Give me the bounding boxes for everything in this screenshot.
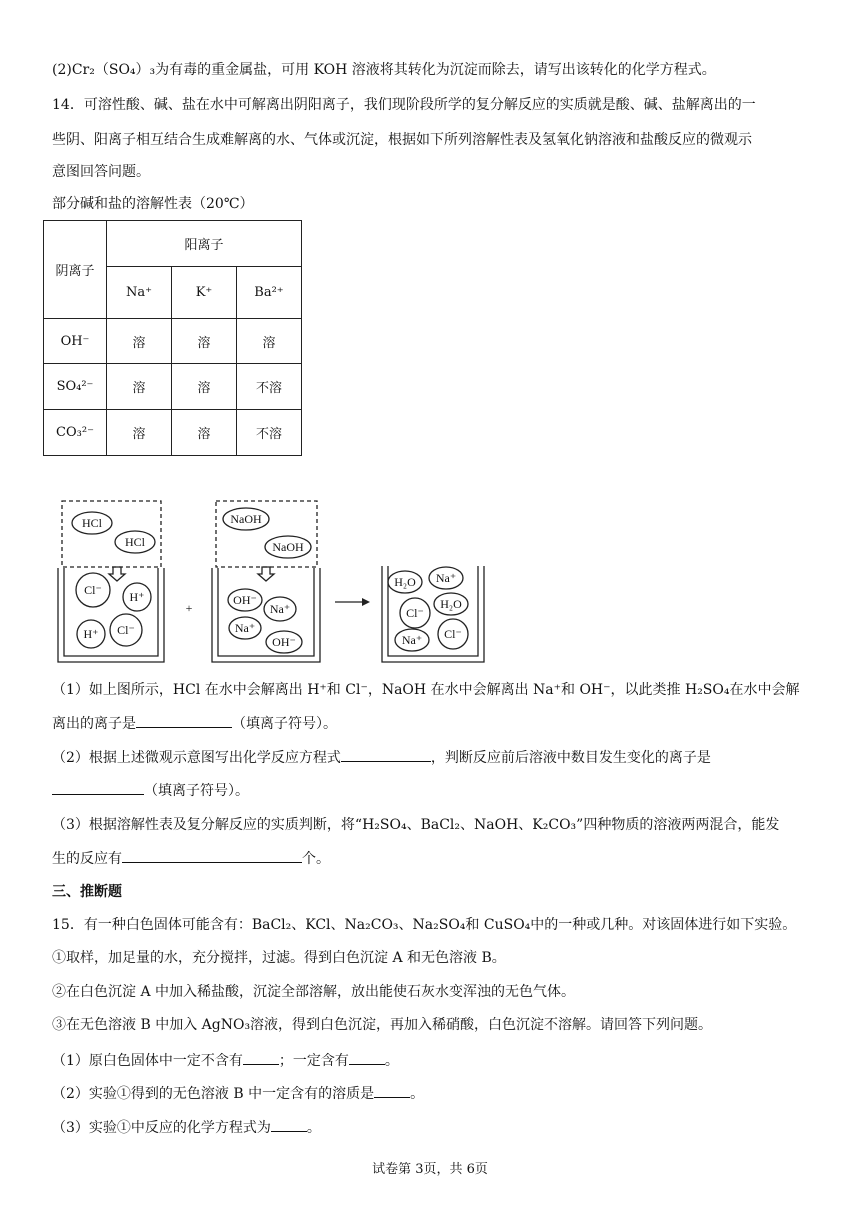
table-cell: 溶 [172, 319, 237, 364]
hcl-label: HCl [81, 516, 103, 530]
anion-so4: SO₄²⁻ [44, 364, 107, 410]
ion-label: Cl⁻ [444, 627, 462, 641]
reaction-diagram [0, 490, 860, 670]
q14-part1-line1: （1）如上图所示，HCl 在水中会解离出 H⁺和 Cl⁻，NaOH 在水中会解离出 Na⁺和 OH⁻，以此类推 H₂SO₄在水中会解 [52, 682, 800, 698]
anion-oh: OH⁻ [44, 319, 107, 364]
ion-label: Cl⁻ [117, 623, 135, 637]
q14-part3-line1: （3）根据溶解性表及复分解反应的实质判断，将“H₂SO₄、BaCl₂、NaOH、K₂CO₃”四种物质的溶液两两混合，能发 [52, 817, 780, 833]
answer-blank[interactable] [374, 1083, 410, 1098]
table-cell: 溶 [107, 410, 172, 456]
naoh-label: NaOH [230, 512, 262, 526]
hcl-label: HCl [124, 535, 146, 549]
q15-intro: 15．有一种白色固体可能含有：BaCl₂、KCl、Na₂CO₃、Na₂SO₄和 CuSO₄中的一种或几种。对该固体进行如下实验。 [52, 917, 797, 933]
cation-ba: Ba²⁺ [237, 267, 302, 319]
q14-intro-1: 14．可溶性酸、碱、盐在水中可解离出阴阳离子，我们现阶段所学的复分解反应的实质就是酸、碱、盐解离出的一 [52, 97, 756, 113]
anion-header: 阴离子 [44, 221, 107, 319]
ion-label: H₂O [394, 575, 416, 589]
ion-label: H⁺ [83, 627, 99, 641]
beaker-1 [58, 568, 164, 662]
cation-header: 阳离子 [107, 221, 302, 267]
answer-blank[interactable] [136, 713, 232, 728]
ion-label: Na⁺ [269, 602, 291, 616]
q15-step1: ①取样，加足量的水，充分搅拌，过滤。得到白色沉淀 A 和无色溶液 B。 [52, 950, 506, 966]
table-caption: 部分碱和盐的溶解性表（20℃） [52, 196, 254, 212]
table-cell: 不溶 [237, 364, 302, 410]
hcl-box [62, 501, 161, 567]
table-cell: 不溶 [237, 410, 302, 456]
answer-blank[interactable] [122, 848, 302, 863]
section-title: 三、推断题 [52, 884, 122, 900]
solubility-table [43, 220, 302, 456]
ion-label: Na⁺ [401, 633, 423, 647]
q13-part2: (2)Cr₂（SO₄）₃为有毒的重金属盐，可用 KOH 溶液将其转化为沉淀而除去，请写出该转化的化学方程式。 [52, 62, 716, 78]
ion-label: Cl⁻ [406, 606, 424, 620]
answer-blank[interactable] [271, 1117, 307, 1132]
table-cell: 溶 [237, 319, 302, 364]
q14-intro-3: 意图回答问题。 [52, 164, 150, 180]
q14-part2-line1: （2）根据上述微观示意图写出化学反应方程式 ，判断反应前后溶液中数目发生变化的离子是 [52, 747, 711, 768]
table-cell: 溶 [107, 364, 172, 410]
page-footer: 试卷第 3页，共 6页 [372, 1162, 488, 1177]
answer-blank[interactable] [52, 780, 144, 795]
cation-k: K⁺ [172, 267, 237, 319]
q15-part3: （3）实验①中反应的化学方程式为 。 [52, 1117, 321, 1138]
q14-part3-line2: 生的反应有 个。 [52, 848, 330, 869]
answer-blank[interactable] [349, 1050, 385, 1065]
ion-label: OH⁻ [272, 635, 296, 649]
q14-intro-2: 些阴、阳离子相互结合生成难解离的水、气体或沉淀，根据如下所列溶解性表及氢氧化钠溶液和盐酸反应的微观示 [52, 132, 752, 148]
q15-part2: （2）实验①得到的无色溶液 B 中一定含有的溶质是 。 [52, 1083, 424, 1104]
q14-part1-line2: 离出的离子是 （填离子符号）。 [52, 713, 337, 734]
q15-step3: ③在无色溶液 B 中加入 AgNO₃溶液，得到白色沉淀，再加入稀硝酸，白色沉淀不溶解。请回答下列问题。 [52, 1017, 713, 1033]
reaction-arrow [362, 598, 370, 606]
plus-sign: + [185, 601, 193, 615]
q15-part1: （1）原白色固体中一定不含有 ；一定含有 。 [52, 1050, 399, 1071]
q14-part2-line2: （填离子符号）。 [52, 780, 249, 801]
answer-blank[interactable] [341, 747, 431, 762]
ion-label: H⁺ [129, 590, 145, 604]
table-cell: 溶 [172, 410, 237, 456]
answer-blank[interactable] [243, 1050, 279, 1065]
cation-na: Na⁺ [107, 267, 172, 319]
table-cell: 溶 [107, 319, 172, 364]
ion-label: H₂O [440, 597, 462, 611]
ion-label: Na⁺ [234, 621, 256, 635]
ion-label: OH⁻ [233, 593, 257, 607]
anion-co3: CO₃²⁻ [44, 410, 107, 456]
naoh-label: NaOH [272, 540, 304, 554]
ion-label: Na⁺ [435, 571, 457, 585]
q15-step2: ②在白色沉淀 A 中加入稀盐酸，沉淀全部溶解，放出能使石灰水变浑浊的无色气体。 [52, 984, 576, 1000]
table-cell: 溶 [172, 364, 237, 410]
ion-label: Cl⁻ [84, 583, 102, 597]
